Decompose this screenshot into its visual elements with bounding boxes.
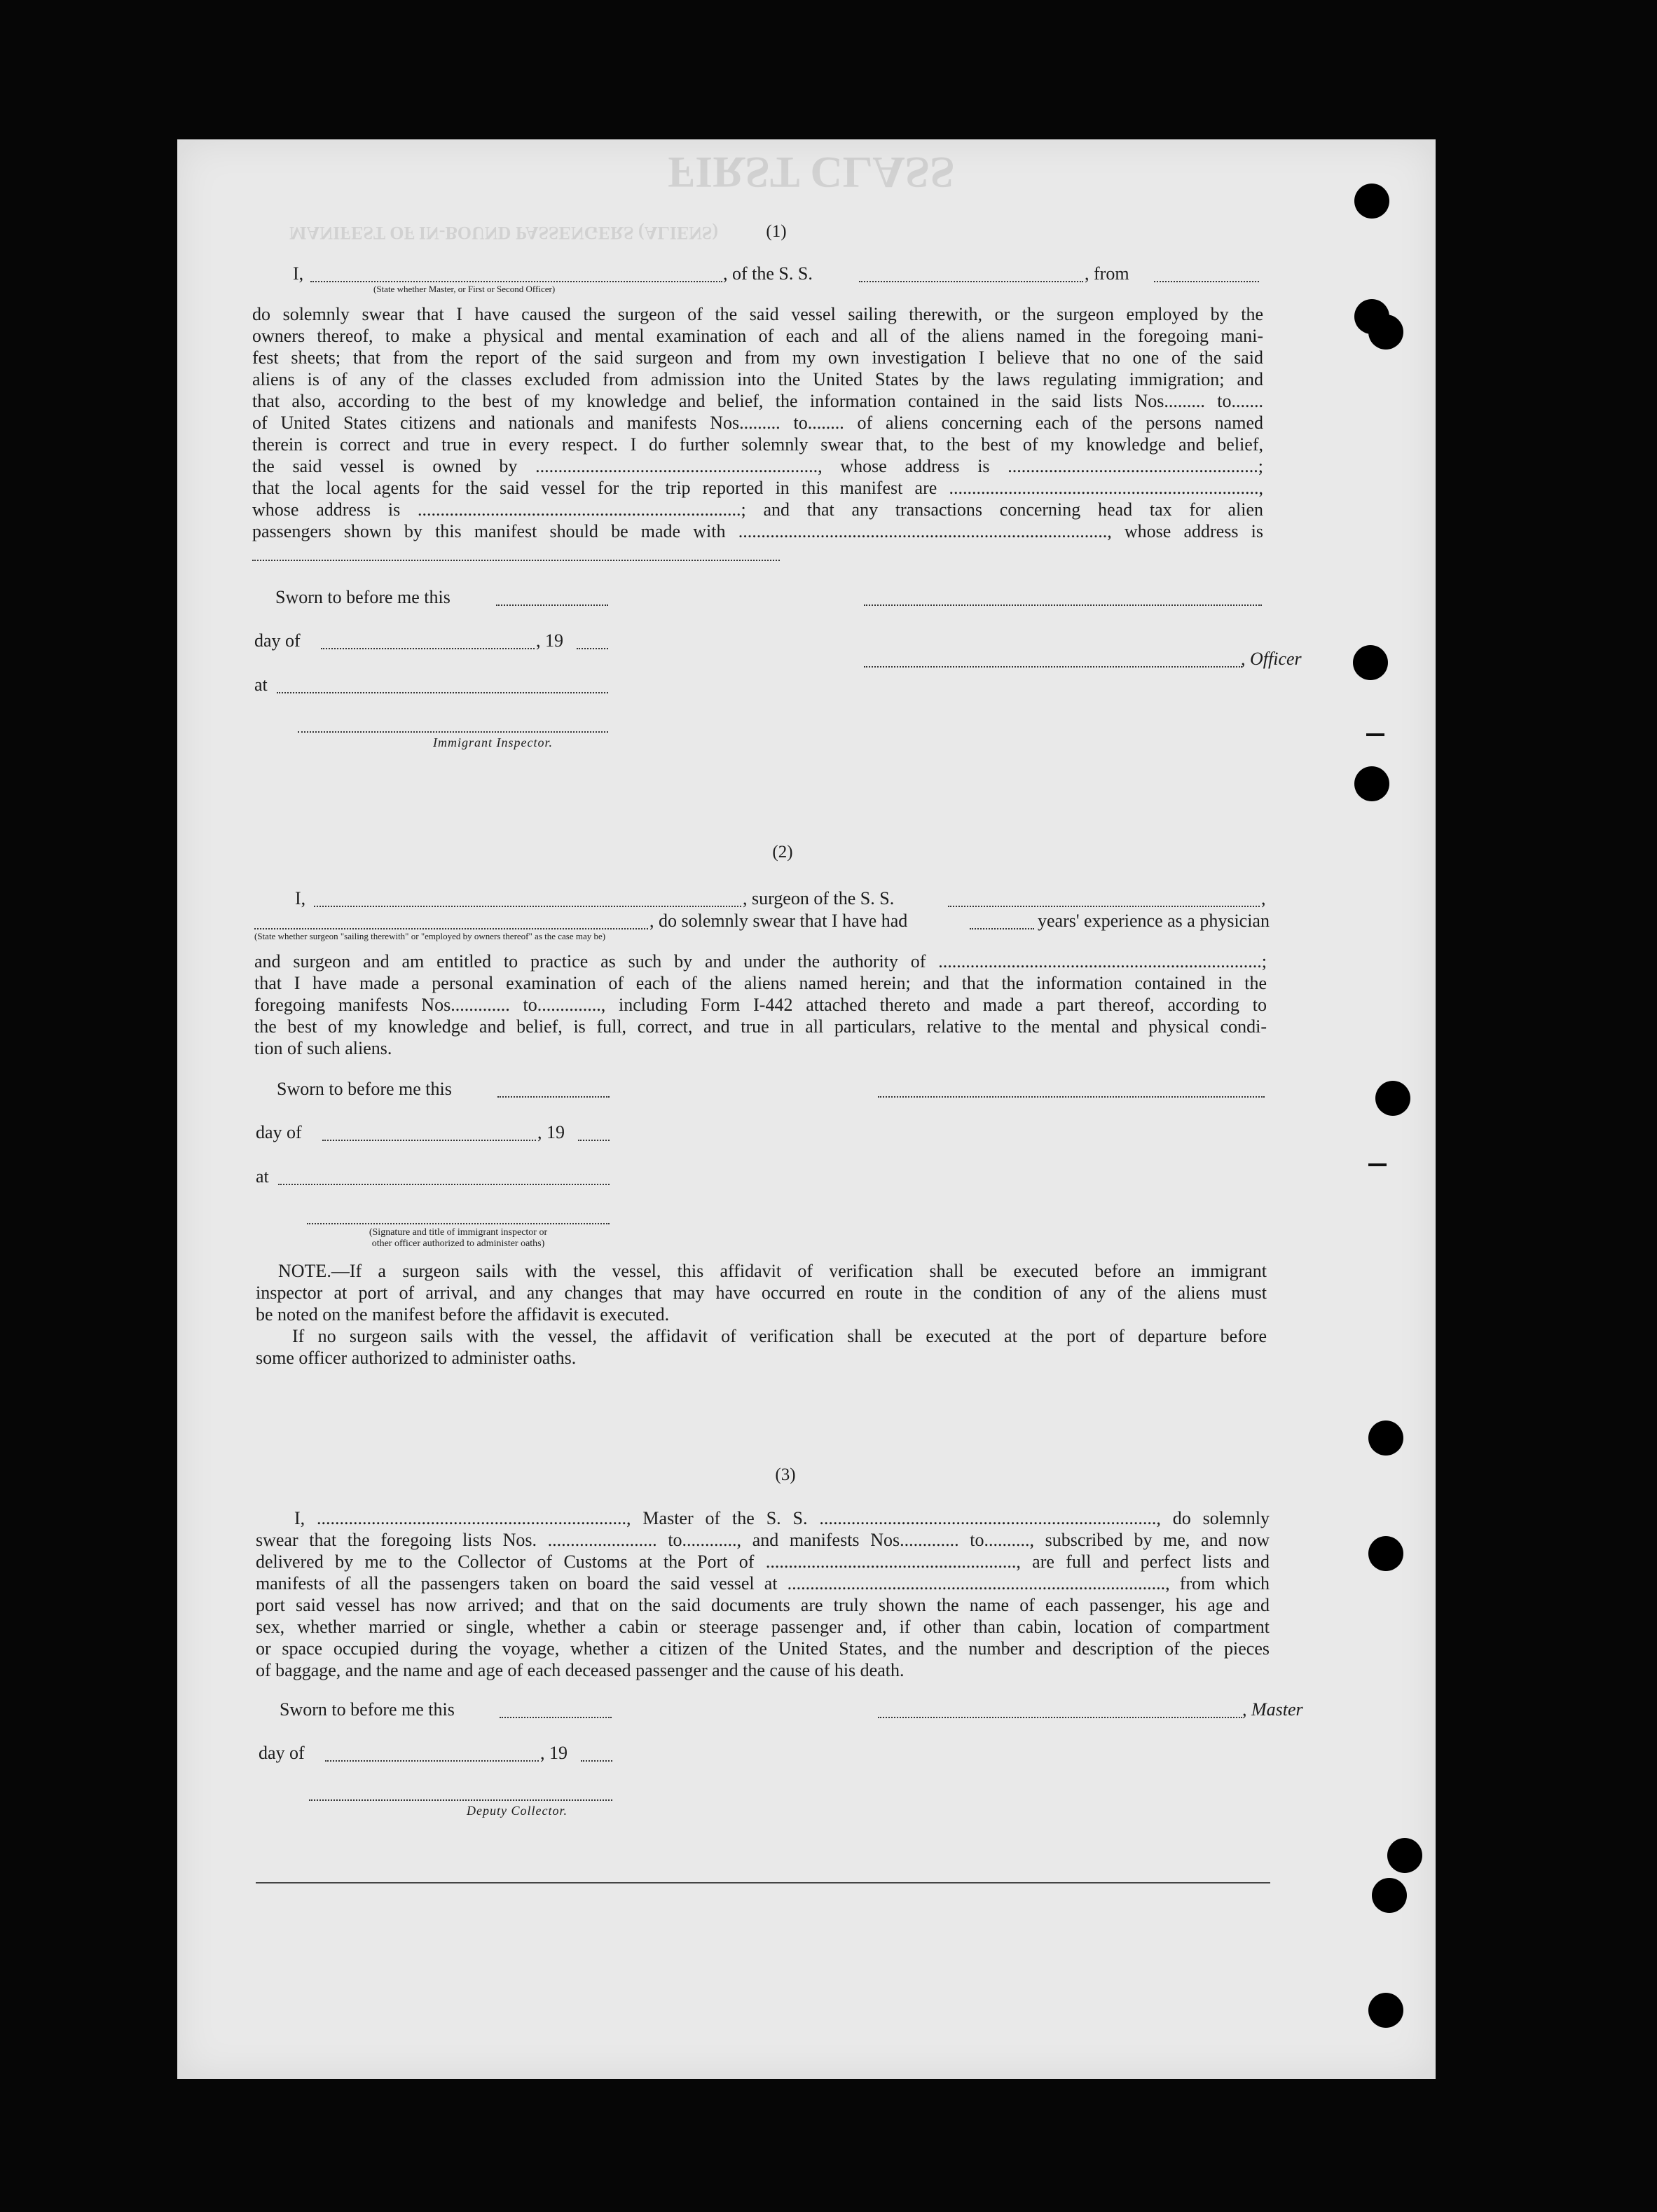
s2-signature-caption-line: (Signature and title of immigrant inspector or — [369, 1227, 548, 1238]
s1-i: I, — [293, 263, 304, 284]
s1-of-ss: , of the S. S. — [723, 263, 813, 284]
s1-line: aliens is of any of the classes excluded from admission into the United States by the laws regulating immigration; and — [252, 369, 1263, 389]
s3-day-blank — [325, 1760, 539, 1762]
s2-note — [256, 1260, 1267, 1369]
s3-sworn-blank — [500, 1717, 612, 1718]
s1-line: owners thereof, to make a physical and mental examination of each and all of the aliens named in the foregoing mani- — [252, 326, 1263, 346]
punch-hole — [1368, 314, 1403, 350]
s1-vessel-blank — [859, 281, 1083, 282]
s3-line: port said vessel has now arrived; and that on the said documents are truly shown the name of each passenger, his age and — [256, 1595, 1270, 1615]
punch-hole — [1372, 1878, 1407, 1913]
bottom-rule — [256, 1882, 1270, 1883]
s2-note-line: inspector at port of arrival, and any changes that may have occurred en route in the condition of any of the aliens must — [256, 1283, 1267, 1303]
s3-line: delivered by me to the Collector of Customs at the Port of ......................................................., are full and perfect lists and — [256, 1551, 1270, 1572]
s2-note-line: be noted on the manifest before the affidavit is executed. — [256, 1304, 670, 1325]
s2-surgeon-of-ss: , surgeon of the S. S. — [743, 888, 895, 908]
s2-body — [254, 951, 1267, 1059]
punch-hole — [1353, 645, 1388, 680]
s1-day-blank — [321, 648, 535, 649]
punch-hole — [1368, 1536, 1403, 1571]
s2-surgeon-signature-blank — [878, 1096, 1265, 1098]
s2-comma: , — [1261, 888, 1266, 908]
s2-year: , 19 — [537, 1122, 565, 1142]
s3-line: or space occupied during the voyage, whether a citizen of the United States, and the number and description of the pieces — [256, 1638, 1270, 1659]
s1-line: the said vessel is owned by .............................................................., whose address is .......................................................; — [252, 456, 1263, 476]
s2-at-blank — [278, 1184, 610, 1185]
s2-line: the best of my knowledge and belief, is full, correct, and true in all particulars, relative to the mental and physical condi- — [254, 1016, 1267, 1037]
s1-line: do solemnly swear that I have caused the surgeon of the said vessel sailing therewith, or the surgeon employed by the — [252, 304, 1263, 324]
s2-years-blank — [970, 928, 1034, 929]
s1-line: therein is correct and true in every respect. I do further solemnly swear that, to the best of my knowledge and belief, — [252, 434, 1263, 455]
s2-sworn: Sworn to before me this — [277, 1079, 452, 1099]
s3-day-of: day of — [259, 1743, 305, 1763]
s2-at: at — [256, 1166, 269, 1187]
punch-hole — [1354, 766, 1389, 801]
s3-line: sex, whether married or single, whether a cabin or steerage passenger and, if other than cabin, location of compartment — [256, 1617, 1270, 1637]
s1-from: , from — [1085, 263, 1129, 284]
s3-year-blank — [581, 1760, 612, 1762]
s2-line: and surgeon and am entitled to practice as such by and under the authority of .......................................................................; — [254, 951, 1267, 972]
s1-officer-label: , Officer — [1241, 649, 1302, 669]
section-2-number: (2) — [772, 843, 793, 862]
s1-officer-signature-blank — [864, 604, 1262, 606]
s2-line: foregoing manifests Nos............. to.............., including Form I-442 attached thereto and made a part thereof, according to — [254, 995, 1267, 1015]
punch-hole — [1375, 1081, 1410, 1116]
s1-day-of: day of — [254, 630, 301, 651]
bleed-through-heading: FIRST CLASS — [668, 148, 955, 198]
s2-surgeon-caption: (State whether surgeon "sailing therewith" or "employed by owners thereof" as the case may be) — [254, 931, 606, 941]
s3-collector-caption: Deputy Collector. — [467, 1804, 568, 1818]
s1-line: whose address is .......................................................................; and that any transactions concerning head tax for alien — [252, 499, 1263, 520]
s2-signature-caption-line: other officer authorized to administer oaths) — [371, 1238, 545, 1249]
s3-line: swear that the foregoing lists Nos. ........................ to............, and manifests Nos............. to.........., subscribed by me, and now — [256, 1530, 1270, 1550]
s1-from-blank — [1154, 281, 1259, 282]
s2-signature-caption — [307, 1227, 610, 1250]
s1-officer-caption: (State whether Master, or First or Second Officer) — [373, 284, 556, 294]
s2-surgeon-name-blank — [314, 906, 741, 907]
s3-line: manifests of all the passengers taken on board the said vessel at ..................................................................................., from which — [256, 1573, 1270, 1594]
s1-at: at — [254, 675, 268, 695]
s1-inspector-signature-blank — [298, 731, 608, 733]
s1-line: fest sheets; that from the report of the said surgeon and from my own investigation I believe that no one of the said — [252, 347, 1263, 368]
s3-line: I, ...................................................................., Master of the S. S. .........................................................................., do solemnly — [294, 1508, 1270, 1528]
s3-collector-signature-blank — [309, 1799, 612, 1801]
s1-inspector-caption: Immigrant Inspector. — [433, 735, 553, 749]
section-3-number: (3) — [775, 1465, 796, 1484]
s2-day-blank — [322, 1140, 536, 1141]
s3-year: , 19 — [540, 1743, 568, 1763]
s3-body — [256, 1507, 1270, 1681]
s2-i: I, — [295, 888, 306, 908]
punch-hole — [1368, 1420, 1403, 1456]
s1-body — [252, 303, 1263, 542]
s1-line: that also, according to the best of my knowledge and belief, the information contained in the said lists Nos......... to....... — [252, 391, 1263, 411]
s1-year-blank — [577, 648, 608, 649]
s1-line: that the local agents for the said vessel for the trip reported in this manifest are ...................................................................., — [252, 478, 1263, 498]
s2-day-of: day of — [256, 1122, 302, 1142]
s1-officer-line-blank — [864, 666, 1242, 668]
binder-mark — [1366, 733, 1384, 736]
s3-sworn: Sworn to before me this — [280, 1699, 455, 1720]
s2-year-blank — [578, 1140, 610, 1141]
s3-line: of baggage, and the name and age of each deceased passenger and the cause of his death. — [256, 1660, 905, 1680]
s1-address-continuation-blank — [252, 560, 780, 561]
s2-years: years' experience as a physician — [1038, 911, 1270, 931]
s1-sworn: Sworn to before me this — [275, 587, 451, 607]
s2-swear: , do solemnly swear that I have had — [649, 911, 908, 931]
s2-vessel-blank — [948, 906, 1260, 907]
s1-sworn-blank — [496, 604, 608, 606]
bleed-through-subheading: MANIFEST OF IN-BOUND PASSENGERS (ALIENS) — [289, 223, 719, 243]
s1-year: , 19 — [536, 630, 563, 651]
s2-line: that I have made a personal examination of each of the aliens named herein; and that the information contained in the — [254, 973, 1267, 993]
s2-note-line: If no surgeon sails with the vessel, the affidavit of verification shall be executed at the port of departure before — [292, 1326, 1267, 1346]
document-page — [177, 139, 1436, 2079]
s1-line: of United States citizens and nationals and manifests Nos......... to........ of aliens concerning each of the persons named — [252, 413, 1263, 433]
s2-line: tion of such aliens. — [254, 1038, 392, 1058]
s2-sworn-blank — [497, 1096, 610, 1098]
s2-note-line: NOTE.—If a surgeon sails with the vessel, this affidavit of verification shall be executed before an immigrant — [278, 1261, 1267, 1281]
binder-mark — [1368, 1163, 1387, 1166]
s2-official-signature-blank — [307, 1223, 610, 1224]
s1-line: passengers shown by this manifest should be made with ................................................................................., whose address is — [252, 521, 1263, 541]
punch-hole — [1368, 1993, 1403, 2028]
s2-capacity-blank — [254, 928, 648, 929]
punch-hole — [1387, 1838, 1422, 1873]
s1-officer-name-blank — [310, 281, 722, 282]
section-1-number: (1) — [766, 222, 787, 241]
s3-master-label: , Master — [1242, 1699, 1303, 1720]
s3-master-signature-blank — [878, 1717, 1242, 1718]
punch-hole — [1354, 184, 1389, 219]
s1-at-blank — [277, 692, 608, 693]
s2-note-line: some officer authorized to administer oaths. — [256, 1348, 577, 1368]
